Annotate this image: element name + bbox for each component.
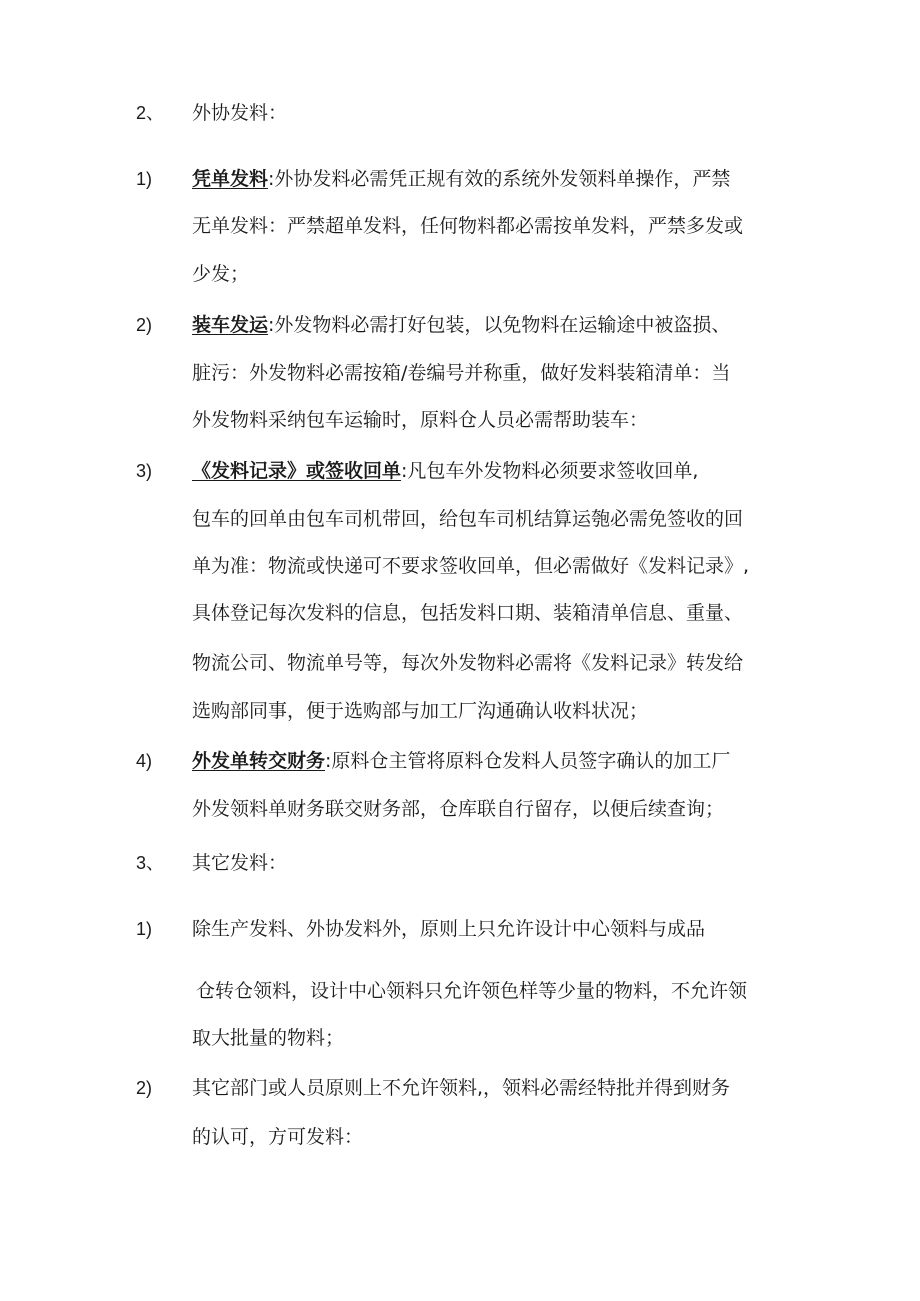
- item-title: 《发料记录》或签收回单: [192, 460, 402, 482]
- item-line: 物流公司、物流单号等，每次外发物料必需将《发料记录》转发给: [192, 652, 744, 674]
- item-line: 包车的回单由包车司机带回，给包车司机结算运匏必需免签收的回: [192, 508, 744, 530]
- item-line: 选购部同事，便于选购部与加工厂沟通确认收料状况；: [192, 700, 649, 722]
- item-line: 具体登记每次发料的信息，包括发料口期、装箱清单信息、重量、: [192, 602, 744, 624]
- item-line: [192, 749, 730, 773]
- item-line: 的认可，方可发料：: [192, 1126, 364, 1148]
- item-title: 外发单转交财务: [192, 750, 326, 772]
- item-text: 原料仓主管将原料仓发料人员签字确认的加工厂: [331, 750, 731, 772]
- item-marker: 3): [136, 461, 153, 481]
- item-line: 脏污：外发物料必需按箱/卷编号并称重，做好发料装箱清单：当: [192, 362, 731, 384]
- section-heading: 其它发料：: [192, 852, 288, 874]
- item-separator: :: [401, 460, 408, 482]
- item-text: 外协发料必需凭正规有效的系统外发领料单操作，严禁: [274, 168, 731, 190]
- section-heading: 外协发料：: [192, 102, 288, 124]
- item-marker: 4): [136, 751, 153, 771]
- item-marker: 2): [136, 315, 153, 335]
- item-separator: :: [268, 168, 275, 190]
- item-marker: 2): [136, 1078, 153, 1098]
- item-line: [192, 167, 730, 191]
- item-marker: 1): [136, 169, 153, 189]
- item-line: [192, 459, 698, 483]
- section-number: 3、: [136, 853, 165, 873]
- item-text: 外发物料必需打好包装，以免物料在运输途中被盗损、: [274, 314, 731, 336]
- item-line: 取大批量的物料；: [192, 1027, 345, 1049]
- section-number: 2、: [136, 103, 165, 123]
- item-line: 除生产发料、外协发料外，原则上只允许设计中心领料与成品: [192, 918, 706, 940]
- item-line: 仓转仓领料，设计中心领料只允许领色样等少量的物料，不允许领: [196, 980, 748, 1002]
- item-line: 少发；: [192, 263, 250, 285]
- item-line: 单为准：物流或快递可不要求签收回单，但必需做好《发料记录》,: [192, 555, 750, 577]
- item-line: [192, 313, 730, 337]
- item-text: 凡包车外发物料必须要求签收回单,: [407, 460, 699, 482]
- item-title: 装车发运: [192, 314, 269, 336]
- item-title: 凭单发料: [192, 168, 269, 190]
- item-separator: :: [268, 314, 275, 336]
- item-line: 外发领料单财务联交财务部，仓库联自行留存，以便后续查询；: [192, 798, 725, 820]
- item-marker: 1): [136, 919, 153, 939]
- item-line: 外发物料采纳包车运输时，原料仓人员必需帮助装车：: [192, 409, 649, 431]
- item-separator: :: [325, 750, 332, 772]
- item-line: 其它部门或人员原则上不允许领料,，领料必需经特批并得到财务: [192, 1077, 731, 1099]
- item-line: 无单发料：严禁超单发料，任何物料都必需按单发料，严禁多发或: [192, 215, 744, 237]
